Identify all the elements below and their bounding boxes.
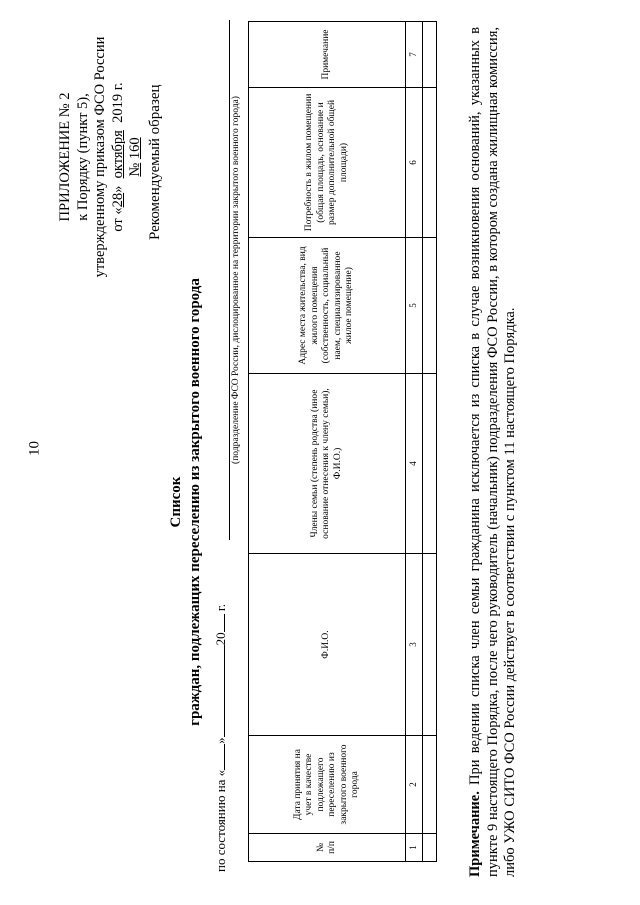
date-mid: » <box>109 185 126 193</box>
empty-cell <box>422 22 436 88</box>
empty-table-row <box>422 22 436 862</box>
empty-cell <box>422 88 436 238</box>
as-of-prefix: по состоянию на « <box>213 769 228 872</box>
header-number: № п/п <box>249 834 406 862</box>
document-subtitle: граждан, подлежащих переселению из закрытого военного города <box>187 278 203 726</box>
division-caption: (подразделение ФСО России, дислоцированное на территории закрытого военного города) <box>231 96 241 464</box>
month-blank <box>213 645 225 737</box>
note-paragraph <box>467 27 520 877</box>
appendix-line-1: к Порядку (пункт 5), <box>74 93 91 221</box>
date-month: октября <box>109 130 126 179</box>
column-number: 7 <box>406 22 423 88</box>
as-of-year-prefix: 20 <box>213 632 228 646</box>
as-of-year-suffix: г. <box>213 603 228 612</box>
appendix-title: ПРИЛОЖЕНИЕ № 2 <box>57 92 73 222</box>
number-prefix: № <box>127 162 143 177</box>
as-of-quote-close: » <box>213 737 228 744</box>
date-day: 28 <box>109 192 126 208</box>
note-text: При ведении списка член семьи гражданина исключается из списка в случае возникновения оснований, указанных в пункте 9 настоящего Порядка, после чего руководитель (начальник) подразделения ФСО России, в котором создана жилищная комиссия, либо УЖО СИТО ФСО России действует в соответствии с пунктом 11 настоящего Порядка. <box>467 27 518 877</box>
as-of-line <box>213 604 229 872</box>
column-number: 4 <box>406 374 423 554</box>
date-prefix: от « <box>109 207 126 232</box>
column-numbers-row <box>406 22 423 862</box>
empty-cell <box>422 238 436 374</box>
column-number: 2 <box>406 736 423 834</box>
header-full-name: Ф.И.О. <box>249 554 406 736</box>
note-label: Примечание. <box>467 791 483 877</box>
page-number: 10 <box>26 441 43 456</box>
table-header-row <box>249 22 406 862</box>
appendix-line-2: утвержденному приказом ФСО России <box>92 36 108 278</box>
document-title: Список <box>168 476 184 528</box>
column-number: 3 <box>406 554 423 736</box>
header-registration-date: Дата принятия на учет в качестве подлежащего переселению из закрытого военного города <box>249 736 406 834</box>
appendix-block <box>57 22 145 292</box>
column-number: 5 <box>406 238 423 374</box>
recommended-label: Рекомендуемый образец <box>147 84 163 240</box>
header-housing-need: Потребность в жилом помещении (общая площадь, основание и размер дополнительной общей площади) <box>249 88 406 238</box>
date-year: 2019 г. <box>109 82 126 123</box>
empty-cell <box>422 374 436 554</box>
day-blank <box>213 744 225 770</box>
order-number: 160 <box>127 137 143 160</box>
division-fill-line <box>217 20 230 540</box>
year-blank <box>213 614 225 632</box>
empty-cell <box>422 834 436 862</box>
column-number: 6 <box>406 88 423 238</box>
header-address: Адрес места жительства, вид жилого помещения (собственность, социальный наем, специализированное жилое помещение) <box>249 238 406 374</box>
appendix-date-line <box>110 22 128 292</box>
empty-cell <box>422 736 436 834</box>
rotated-landscape-page <box>35 12 625 892</box>
appendix-number-line <box>127 22 145 292</box>
header-note: Примечание <box>249 22 406 88</box>
header-family-members: Члены семьи (степень родства (иное основание отнесения к члену семьи), Ф.И.О.) <box>249 374 406 554</box>
residents-list-table <box>248 21 437 862</box>
column-number: 1 <box>406 834 423 862</box>
document-title-block <box>167 212 205 792</box>
empty-cell <box>422 554 436 736</box>
